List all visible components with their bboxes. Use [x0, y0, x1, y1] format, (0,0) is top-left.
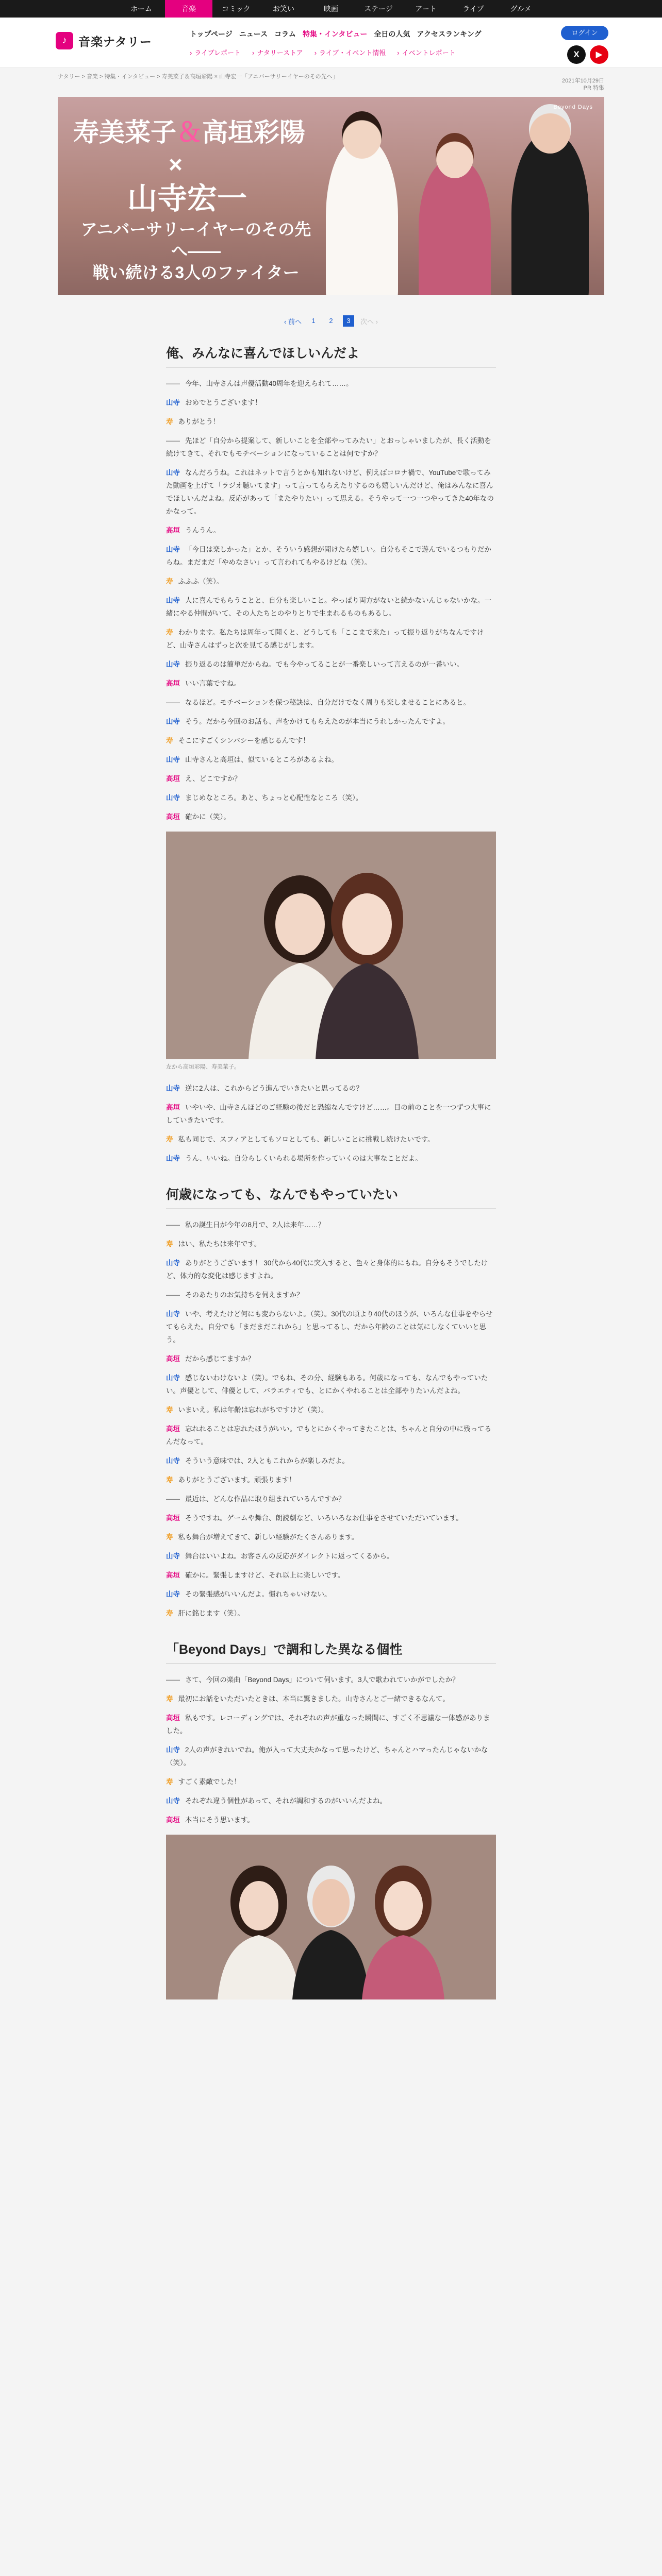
speaker-text: すごく素敵でした！: [178, 1778, 241, 1786]
speaker-label: 高垣: [166, 1104, 180, 1111]
speaker-text: 先ほど「自分から提案して、新しいことを全部やってみたい」とおっしゃいましたが、長く活動を続けてきて、それでもモチベーションになっていることは何ですか？: [166, 437, 491, 457]
speaker-label: 寿: [166, 418, 173, 426]
section-heading-2: 何歳になっても、なんでもやっていたい: [166, 1187, 496, 1209]
category-nav-item[interactable]: トップページ: [190, 30, 233, 38]
speaker-label: 山寺: [166, 399, 180, 406]
speaker-text: 人に喜んでもらうことと、自分も楽しいこと。やっぱり両方がないと続かないんじゃないかな。一緒にやる仲間がいて、その人たちとのやりとりで生まれるものもあるし。: [166, 597, 491, 617]
speaker-label: 高垣: [166, 1816, 180, 1824]
interview-section-2: [166, 1218, 496, 1620]
speaker-text: さて、今回の楽曲「Beyond Days」について伺います。3人で歌われていかがでしたか？: [185, 1676, 459, 1684]
interview-line: [166, 377, 496, 390]
interview-line: [166, 1289, 496, 1301]
speaker-label: 山寺: [166, 1797, 180, 1805]
speaker-label: 高垣: [166, 1425, 180, 1433]
global-nav-item[interactable]: 音楽: [165, 0, 212, 18]
pagination: [0, 315, 662, 327]
interview-line: [166, 594, 496, 620]
speaker-label: 山寺: [166, 1155, 180, 1162]
interview-line: [166, 1454, 496, 1467]
speaker-text: 肝に銘じます（笑）。: [178, 1609, 244, 1617]
global-nav-item[interactable]: ステージ: [364, 5, 393, 13]
speaker-label: 高垣: [166, 527, 180, 534]
speaker-text: 確かに。緊張しますけど、それ以上に楽しいです。: [185, 1571, 345, 1579]
photo-three-people: [166, 1835, 496, 1999]
breadcrumb: ナタリー > 音楽 > 特集・インタビュー > 寿美菜子＆高垣彩陽 × 山寺宏一「アニバーサリーイヤーのその先へ」: [58, 74, 338, 80]
hero-ampersand: ＆: [176, 118, 202, 147]
speaker-label: 寿: [166, 1533, 173, 1541]
interview-line: [166, 1550, 496, 1563]
login-button[interactable]: ログイン: [561, 26, 608, 40]
hero-photo-person-3: [511, 133, 589, 295]
interview-line: [166, 1238, 496, 1250]
category-nav-item[interactable]: アクセスランキング: [417, 30, 482, 38]
x-share-icon[interactable]: X: [567, 45, 586, 64]
site-logo[interactable]: [56, 32, 152, 49]
speaker-label: 寿: [166, 578, 173, 585]
interview-line: [166, 658, 496, 671]
speaker-text: 私の誕生日が今年の8月で、2人は来年……？: [185, 1221, 325, 1229]
speaker-text: わかります。私たちは周年って聞くと、どうしても「ここまで来た」って振り返りがちなんですけど、山寺さんはずっと次を見てる感じがします。: [166, 629, 484, 649]
speaker-label: 寿: [166, 1695, 173, 1703]
speaker-text: なんだろうね。これはネットで言うとかも知れないけど、例えばコロナ禍で、YouTubeで歌ってみた動画を上げて「ラジオ聴いてます」って言ってもらえたりするのも嬉しいんだけど、俺はみんなに喜んでほしいんだよね。反応があって「またやりたい」って思える。そうやって一つ一つやってきた40年なのかなって。: [166, 469, 494, 515]
interview-line: [166, 415, 496, 428]
speaker-text: 最近は、どんな作品に取り組まれているんですか？: [185, 1495, 345, 1503]
interview-line: [166, 1569, 496, 1582]
speaker-label: 寿: [166, 737, 173, 744]
interview-line: [166, 396, 496, 409]
interview-section-1: [166, 377, 496, 823]
speaker-text: 私も同じで、スフィアとしてもソロとしても、新しいことに挑戦し続けたいです。: [178, 1136, 435, 1143]
interview-line: [166, 1403, 496, 1416]
interview-line: [166, 734, 496, 747]
photo-two-women: [166, 832, 496, 1059]
speaker-label: 寿: [166, 629, 173, 636]
interview-line: [166, 753, 496, 766]
speaker-label: 寿: [166, 1240, 173, 1248]
speaker-text: 私もです。レコーディングでは、それぞれの声が重なった瞬間に、すごく不思議な一体感がありました。: [166, 1714, 490, 1735]
speaker-text: 振り返るのは簡単だからね。でも今やってることが一番楽しいって言えるのが一番いい。: [185, 660, 464, 668]
speaker-label: ——: [166, 1676, 180, 1684]
interview-line: [166, 1133, 496, 1146]
global-nav: [0, 0, 662, 18]
logo-text: 音楽ナタリー: [78, 35, 152, 48]
speaker-text: 今年、山寺さんは声優活動40周年を迎えられて……。: [185, 380, 353, 387]
global-nav-item[interactable]: グルメ: [510, 5, 532, 13]
speaker-text: 2人の声がきれいでね。俺が入って大丈夫かなって思ったけど、ちゃんとハマったんじゃないかな（笑）。: [166, 1746, 488, 1767]
speaker-label: 山寺: [166, 718, 180, 725]
interview-line: [166, 1588, 496, 1601]
speaker-text: 逆に2人は、これからどう進んでいきたいと思ってるの？: [185, 1084, 363, 1092]
pager-next: 次へ ›: [360, 317, 378, 326]
photo-illustration-2: [166, 1835, 496, 1999]
hero-photo-person-2: [419, 159, 491, 295]
speaker-label: 山寺: [166, 1590, 180, 1598]
speaker-text: ありがとう！: [178, 418, 220, 426]
speaker-text: うんうん。: [185, 527, 221, 534]
speaker-label: ——: [166, 1221, 180, 1229]
hero-photo-person-1: [326, 138, 398, 295]
hero-subtitle-2: 戦い続ける3人のファイター: [92, 263, 300, 282]
speaker-label: 寿: [166, 1476, 173, 1484]
category-nav: [190, 29, 482, 39]
speaker-text: え、どこですか？: [185, 775, 241, 783]
speaker-label: 山寺: [166, 756, 180, 764]
hero-tag: Beyond Days: [553, 104, 593, 110]
interview-line: [166, 1257, 496, 1282]
interview-line: [166, 575, 496, 588]
interview-line: [166, 772, 496, 785]
interview-line: [166, 1711, 496, 1737]
interview-line: [166, 1794, 496, 1807]
global-nav-item[interactable]: アート: [415, 5, 437, 13]
interview-line: [166, 810, 496, 823]
speaker-label: 山寺: [166, 1374, 180, 1382]
speaker-text: 忘れれることは忘れたほうがいい。でもとにかくやってきたことは、ちゃんと自分の中に残ってるんだなって。: [166, 1425, 491, 1446]
global-nav-item[interactable]: お笑い: [273, 5, 294, 13]
interview-line: [166, 1493, 496, 1505]
interview-line: [166, 677, 496, 690]
speaker-text: いやいや、山寺さんほどのご経験の後だと恐縮なんですけど……。目の前のことを一つずつ大事にしていきたいです。: [166, 1104, 491, 1124]
interview-line: [166, 1371, 496, 1397]
speaker-text: ふふふ（笑）。: [178, 578, 224, 585]
global-nav-item[interactable]: ライブ: [462, 5, 484, 13]
speaker-text: 確かに（笑）。: [185, 813, 230, 821]
interview-line: [166, 1082, 496, 1095]
speaker-text: 「今日は楽しかった」とか、そういう感想が聞けたら嬉しい。自分もそこで遊んでいるつもりだからね。まだまだ「やめなさい」って言われてもやるけどね（笑）。: [166, 546, 491, 566]
speaker-label: 山寺: [166, 1259, 180, 1267]
global-nav-item[interactable]: ホーム: [130, 5, 152, 13]
interview-line: [166, 1743, 496, 1769]
interview-line: [166, 1692, 496, 1705]
interview-line: [166, 543, 496, 569]
publish-date: 2021年10月29日: [562, 78, 604, 84]
photo-caption-1: 左から高垣彩陽、寿美菜子。: [166, 1064, 240, 1070]
speaker-label: ——: [166, 699, 180, 706]
speaker-label: 山寺: [166, 597, 180, 604]
interview-line: [166, 626, 496, 652]
speaker-label: 高垣: [166, 813, 180, 821]
speaker-label: 寿: [166, 1136, 173, 1143]
speaker-label: 高垣: [166, 775, 180, 783]
interview-line: [166, 1101, 496, 1127]
interview-line: [166, 1607, 496, 1620]
speaker-text: いい言葉ですね。: [185, 680, 241, 687]
interview-section-1b: [166, 1082, 496, 1165]
interview-line: [166, 1531, 496, 1544]
speaker-text: ありがとうございます。頑張ります！: [178, 1476, 296, 1484]
speaker-label: 山寺: [166, 1084, 180, 1092]
hero-title-line1: [73, 117, 305, 147]
speaker-label: 寿: [166, 1778, 173, 1786]
speaker-text: 私も舞台が増えてきて、新しい経験がたくさんあります。: [178, 1533, 359, 1541]
hero-name-1: 寿美菜子: [73, 118, 176, 147]
speaker-text: そう。だから今回のお話も、声をかけてもらえたのが本当にうれしかったんですよ。: [185, 718, 450, 725]
interview-section-3: [166, 1673, 496, 1826]
speaker-label: 高垣: [166, 680, 180, 687]
publish-type: PR 特集: [583, 85, 604, 91]
speaker-label: 寿: [166, 1609, 173, 1617]
speaker-text: 山寺さんと高垣は、似ているところがあるよね。: [185, 756, 338, 764]
interview-line: [166, 1352, 496, 1365]
speaker-text: はい、私たちは来年です。: [178, 1240, 261, 1248]
speaker-text: そうですね。ゲームや舞台、朗読劇など、いろいろなお仕事をさせていただいています。: [185, 1514, 463, 1522]
interview-line: [166, 1775, 496, 1788]
speaker-text: その緊張感がいいんだよ。慣れちゃいけない。: [185, 1590, 332, 1598]
interview-line: [166, 1512, 496, 1524]
speaker-label: ——: [166, 437, 180, 445]
speaker-text: そのあたりのお気持ちを伺えますか？: [185, 1291, 304, 1299]
speaker-label: 山寺: [166, 1552, 180, 1560]
article-body: [166, 345, 496, 2003]
publish-info: [562, 77, 604, 92]
category-nav-item[interactable]: 特集・インタビュー: [302, 30, 368, 38]
speaker-label: 山寺: [166, 1746, 180, 1754]
sub-nav-item[interactable]: › ライブレポート: [190, 47, 241, 57]
hero-name-2: 高垣彩陽: [202, 118, 305, 147]
interview-line: [166, 1308, 496, 1346]
speaker-label: ——: [166, 380, 180, 387]
sub-nav-item[interactable]: › ナタリーストア: [252, 47, 303, 57]
natalie-logo-icon: ♪: [56, 32, 73, 49]
speaker-label: 山寺: [166, 660, 180, 668]
speaker-label: 高垣: [166, 1714, 180, 1722]
pager-page-1[interactable]: 1: [311, 317, 316, 325]
speaker-label: ——: [166, 1291, 180, 1299]
site-header: [0, 18, 662, 68]
speaker-label: 高垣: [166, 1571, 180, 1579]
hero-banner: [58, 97, 604, 295]
speaker-text: おめでとうございます！: [185, 399, 262, 406]
pager-page-2[interactable]: 2: [329, 317, 333, 325]
interview-line: [166, 715, 496, 728]
pager-prev[interactable]: ‹ 前へ: [284, 317, 302, 326]
speaker-label: 寿: [166, 1406, 173, 1414]
speaker-label: 高垣: [166, 1514, 180, 1522]
speaker-label: ——: [166, 1495, 180, 1503]
speaker-label: 山寺: [166, 469, 180, 477]
speaker-label: 山寺: [166, 794, 180, 802]
speaker-text: だから感じてますか？: [185, 1355, 255, 1363]
photo-illustration: [166, 832, 496, 1059]
hero-subtitle: [77, 218, 315, 283]
interview-line: [166, 696, 496, 709]
speaker-label: 山寺: [166, 546, 180, 553]
category-nav-item[interactable]: コラム: [274, 30, 296, 38]
section-heading-1: 俺、みんなに喜んでほしいんだよ: [166, 345, 496, 368]
speaker-text: 舞台はいいよね。お客さんの反応がダイレクトに返ってくるから。: [185, 1552, 394, 1560]
speaker-text: そこにすごくシンパシーを感じるんです！: [178, 737, 310, 744]
interview-line: [166, 1814, 496, 1826]
speaker-text: いまいえ。私は年齢は忘れがちですけど（笑）。: [178, 1406, 328, 1414]
category-nav-item[interactable]: ニュース: [239, 30, 268, 38]
hero-cross: ×: [169, 151, 183, 178]
speaker-label: 山寺: [166, 1310, 180, 1318]
speaker-text: 最初にお話をいただいたときは、本当に驚きました。山寺さんとご一緒できるなんて。: [178, 1695, 450, 1703]
speaker-text: 本当にそう思います。: [185, 1816, 254, 1824]
speaker-text: うん、いいね。自分らしくいられる場所を作っていくのは大事なことだよ。: [185, 1155, 422, 1162]
speaker-text: まじめなところ。あと、ちょっと心配性なところ（笑）。: [185, 794, 363, 802]
speaker-text: それぞれ違う個性があって、それが調和するのがいいんだよね。: [185, 1797, 387, 1805]
interview-line: [166, 791, 496, 804]
speaker-text: なるほど。モチベーションを保つ秘訣は、自分だけでなく周りも楽しませることにあると。: [185, 699, 470, 706]
pager-page-3: 3: [343, 315, 354, 327]
interview-line: [166, 1673, 496, 1686]
sub-nav-item[interactable]: › ライブ・イベント情報: [315, 47, 386, 57]
hero-subtitle-1: アニバーサリーイヤーのその先へ——: [80, 220, 311, 260]
speaker-text: 感じないわけないよ（笑）。でもね、その分、経験もある。何歳になっても、なんでもやっていたい。声優として、俳優として、バラエティでも、とにかくやれることは全部やりたいんだよね。: [166, 1374, 488, 1395]
interview-line: [166, 1152, 496, 1165]
global-nav-item[interactable]: 映画: [324, 5, 338, 13]
global-nav-item[interactable]: コミック: [222, 5, 251, 13]
sub-nav-item[interactable]: › イベントレポート: [397, 47, 455, 57]
interview-line: [166, 466, 496, 518]
speaker-text: いや、考えたけど何にも変わらないよ。（笑）。30代の頃より40代のほうが、いろんな仕事をやらせてもらえた。自分でも「まだまだこれから」と思ってるし、だから年齢のことは気にしなくていいと思う。: [166, 1310, 493, 1344]
youtube-icon[interactable]: ▶: [590, 45, 608, 64]
interview-line: [166, 524, 496, 537]
speaker-label: 山寺: [166, 1457, 180, 1465]
speaker-label: 高垣: [166, 1355, 180, 1363]
interview-line: [166, 1473, 496, 1486]
category-nav-item[interactable]: 全日の人気: [374, 30, 410, 38]
interview-line: [166, 434, 496, 460]
speaker-text: そういう意味では、2人ともこれからが楽しみだよ。: [185, 1457, 350, 1465]
hero-title-line2: 山寺宏一: [127, 182, 247, 215]
interview-line: [166, 1218, 496, 1231]
speaker-text: ありがとうございます！ 30代から40代に突入すると、色々と身体的にもね。自分もそうでしたけど、体力的な変化は感じますよね。: [166, 1259, 488, 1280]
interview-line: [166, 1422, 496, 1448]
section-heading-3: 「Beyond Days」で調和した異なる個性: [166, 1641, 496, 1664]
sub-nav: [190, 47, 456, 57]
